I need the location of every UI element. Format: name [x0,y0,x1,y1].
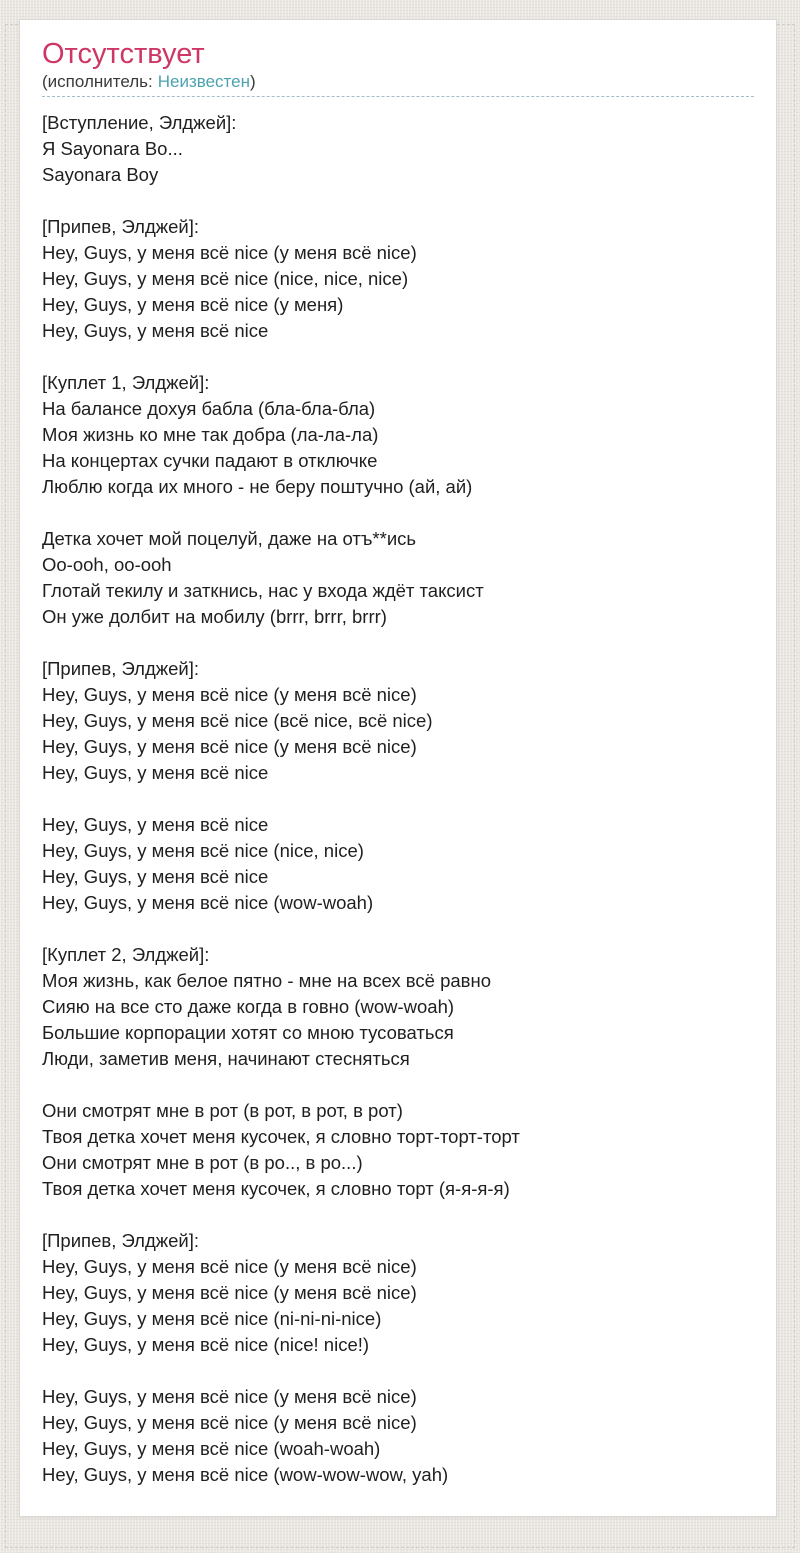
lyric-line: На балансе дохуя бабла (бла-бла-бла) [42,398,376,419]
stanza [42,1098,754,1202]
artist-link[interactable]: Неизвестен [157,72,250,91]
lyric-line: Hey, Guys, у меня всё nice (у меня всё nice) [42,242,417,263]
lyric-line: Hey, Guys, у меня всё nice (у меня всё nice) [42,736,417,757]
stanza [42,942,754,1072]
lyric-line: Моя жизнь, как белое пятно - мне на всех всё равно [42,970,492,991]
lyric-line: Детка хочет мой поцелуй, даже на отъ**ись [42,528,417,549]
stanza [42,1384,754,1488]
lyric-line: Сияю на все сто даже когда в говно (wow-woah) [42,996,455,1017]
lyric-line: Моя жизнь ко мне так добра (ла-ла-ла) [42,424,379,445]
lyric-line: [Куплет 2, Элджей]: [42,944,210,965]
lyric-line: Hey, Guys, у меня всё nice (wow-woah) [42,892,374,913]
lyric-line: Sayonara Boy [42,164,159,185]
lyrics-card [19,19,777,1517]
lyric-line: Я Sayonara Bo... [42,138,183,159]
artist-close-paren: ) [250,72,256,91]
artist-label: (исполнитель: [42,72,153,91]
lyric-line: Большие корпорации хотят со мною тусоваться [42,1022,454,1043]
lyric-line: Hey, Guys, у меня всё nice [42,814,269,835]
lyric-line: Они смотрят мне в рот (в рот, в рот, в рот) [42,1100,403,1121]
lyric-line: Люблю когда их много - не беру поштучно (ай, ай) [42,476,473,497]
lyric-line: Глотай текилу и заткнись, нас у входа ждёт таксист [42,580,484,601]
lyric-line: Hey, Guys, у меня всё nice (у меня всё nice) [42,1282,417,1303]
lyric-line: Oo-ooh, oo-ooh [42,554,172,575]
lyric-line: [Припев, Элджей]: [42,658,200,679]
stanza [42,812,754,916]
lyric-line: Hey, Guys, у меня всё nice (у меня всё nice) [42,684,417,705]
artist-line [42,71,754,97]
stanza [42,526,754,630]
lyric-line: Твоя детка хочет меня кусочек, я словно торт-торт-торт [42,1126,520,1147]
lyric-line: Они смотрят мне в рот (в ро.., в ро...) [42,1152,363,1173]
lyric-line: На концертах сучки падают в отключке [42,450,378,471]
song-title: Отсутствует [42,38,205,70]
lyric-line: Hey, Guys, у меня всё nice (у меня) [42,294,344,315]
stanza [42,370,754,500]
lyric-line: [Припев, Элджей]: [42,216,200,237]
lyric-line: Hey, Guys, у меня всё nice (woah-woah) [42,1438,381,1459]
lyrics [42,110,754,1488]
lyric-line: Hey, Guys, у меня всё nice (у меня всё nice) [42,1412,417,1433]
lyric-line: Hey, Guys, у меня всё nice (у меня всё nice) [42,1256,417,1277]
lyric-line: Hey, Guys, у меня всё nice (ni-ni-ni-nice) [42,1308,382,1329]
lyric-line: Hey, Guys, у меня всё nice [42,762,269,783]
stanza [42,110,754,188]
lyric-line: Hey, Guys, у меня всё nice [42,866,269,887]
lyric-line: Твоя детка хочет меня кусочек, я словно торт (я-я-я-я) [42,1178,510,1199]
page [0,19,800,1553]
lyric-line: [Вступление, Элджей]: [42,112,237,133]
lyric-line: Hey, Guys, у меня всё nice (wow-wow-wow, yah) [42,1464,449,1485]
lyric-line: Hey, Guys, у меня всё nice (nice, nice) [42,840,364,861]
lyric-line: Люди, заметив меня, начинают стесняться [42,1048,410,1069]
stanza [42,656,754,786]
stanza [42,214,754,344]
lyric-line: Hey, Guys, у меня всё nice (у меня всё nice) [42,1386,417,1407]
lyric-line: Hey, Guys, у меня всё nice (nice! nice!) [42,1334,370,1355]
lyric-line: [Куплет 1, Элджей]: [42,372,210,393]
lyric-line: Hey, Guys, у меня всё nice [42,320,269,341]
lyric-line: Hey, Guys, у меня всё nice (всё nice, всё nice) [42,710,433,731]
stanza [42,1228,754,1358]
lyric-line: Он уже долбит на мобилу (brrr, brrr, brrr) [42,606,387,627]
lyric-line: Hey, Guys, у меня всё nice (nice, nice, nice) [42,268,409,289]
lyric-line: [Припев, Элджей]: [42,1230,200,1251]
